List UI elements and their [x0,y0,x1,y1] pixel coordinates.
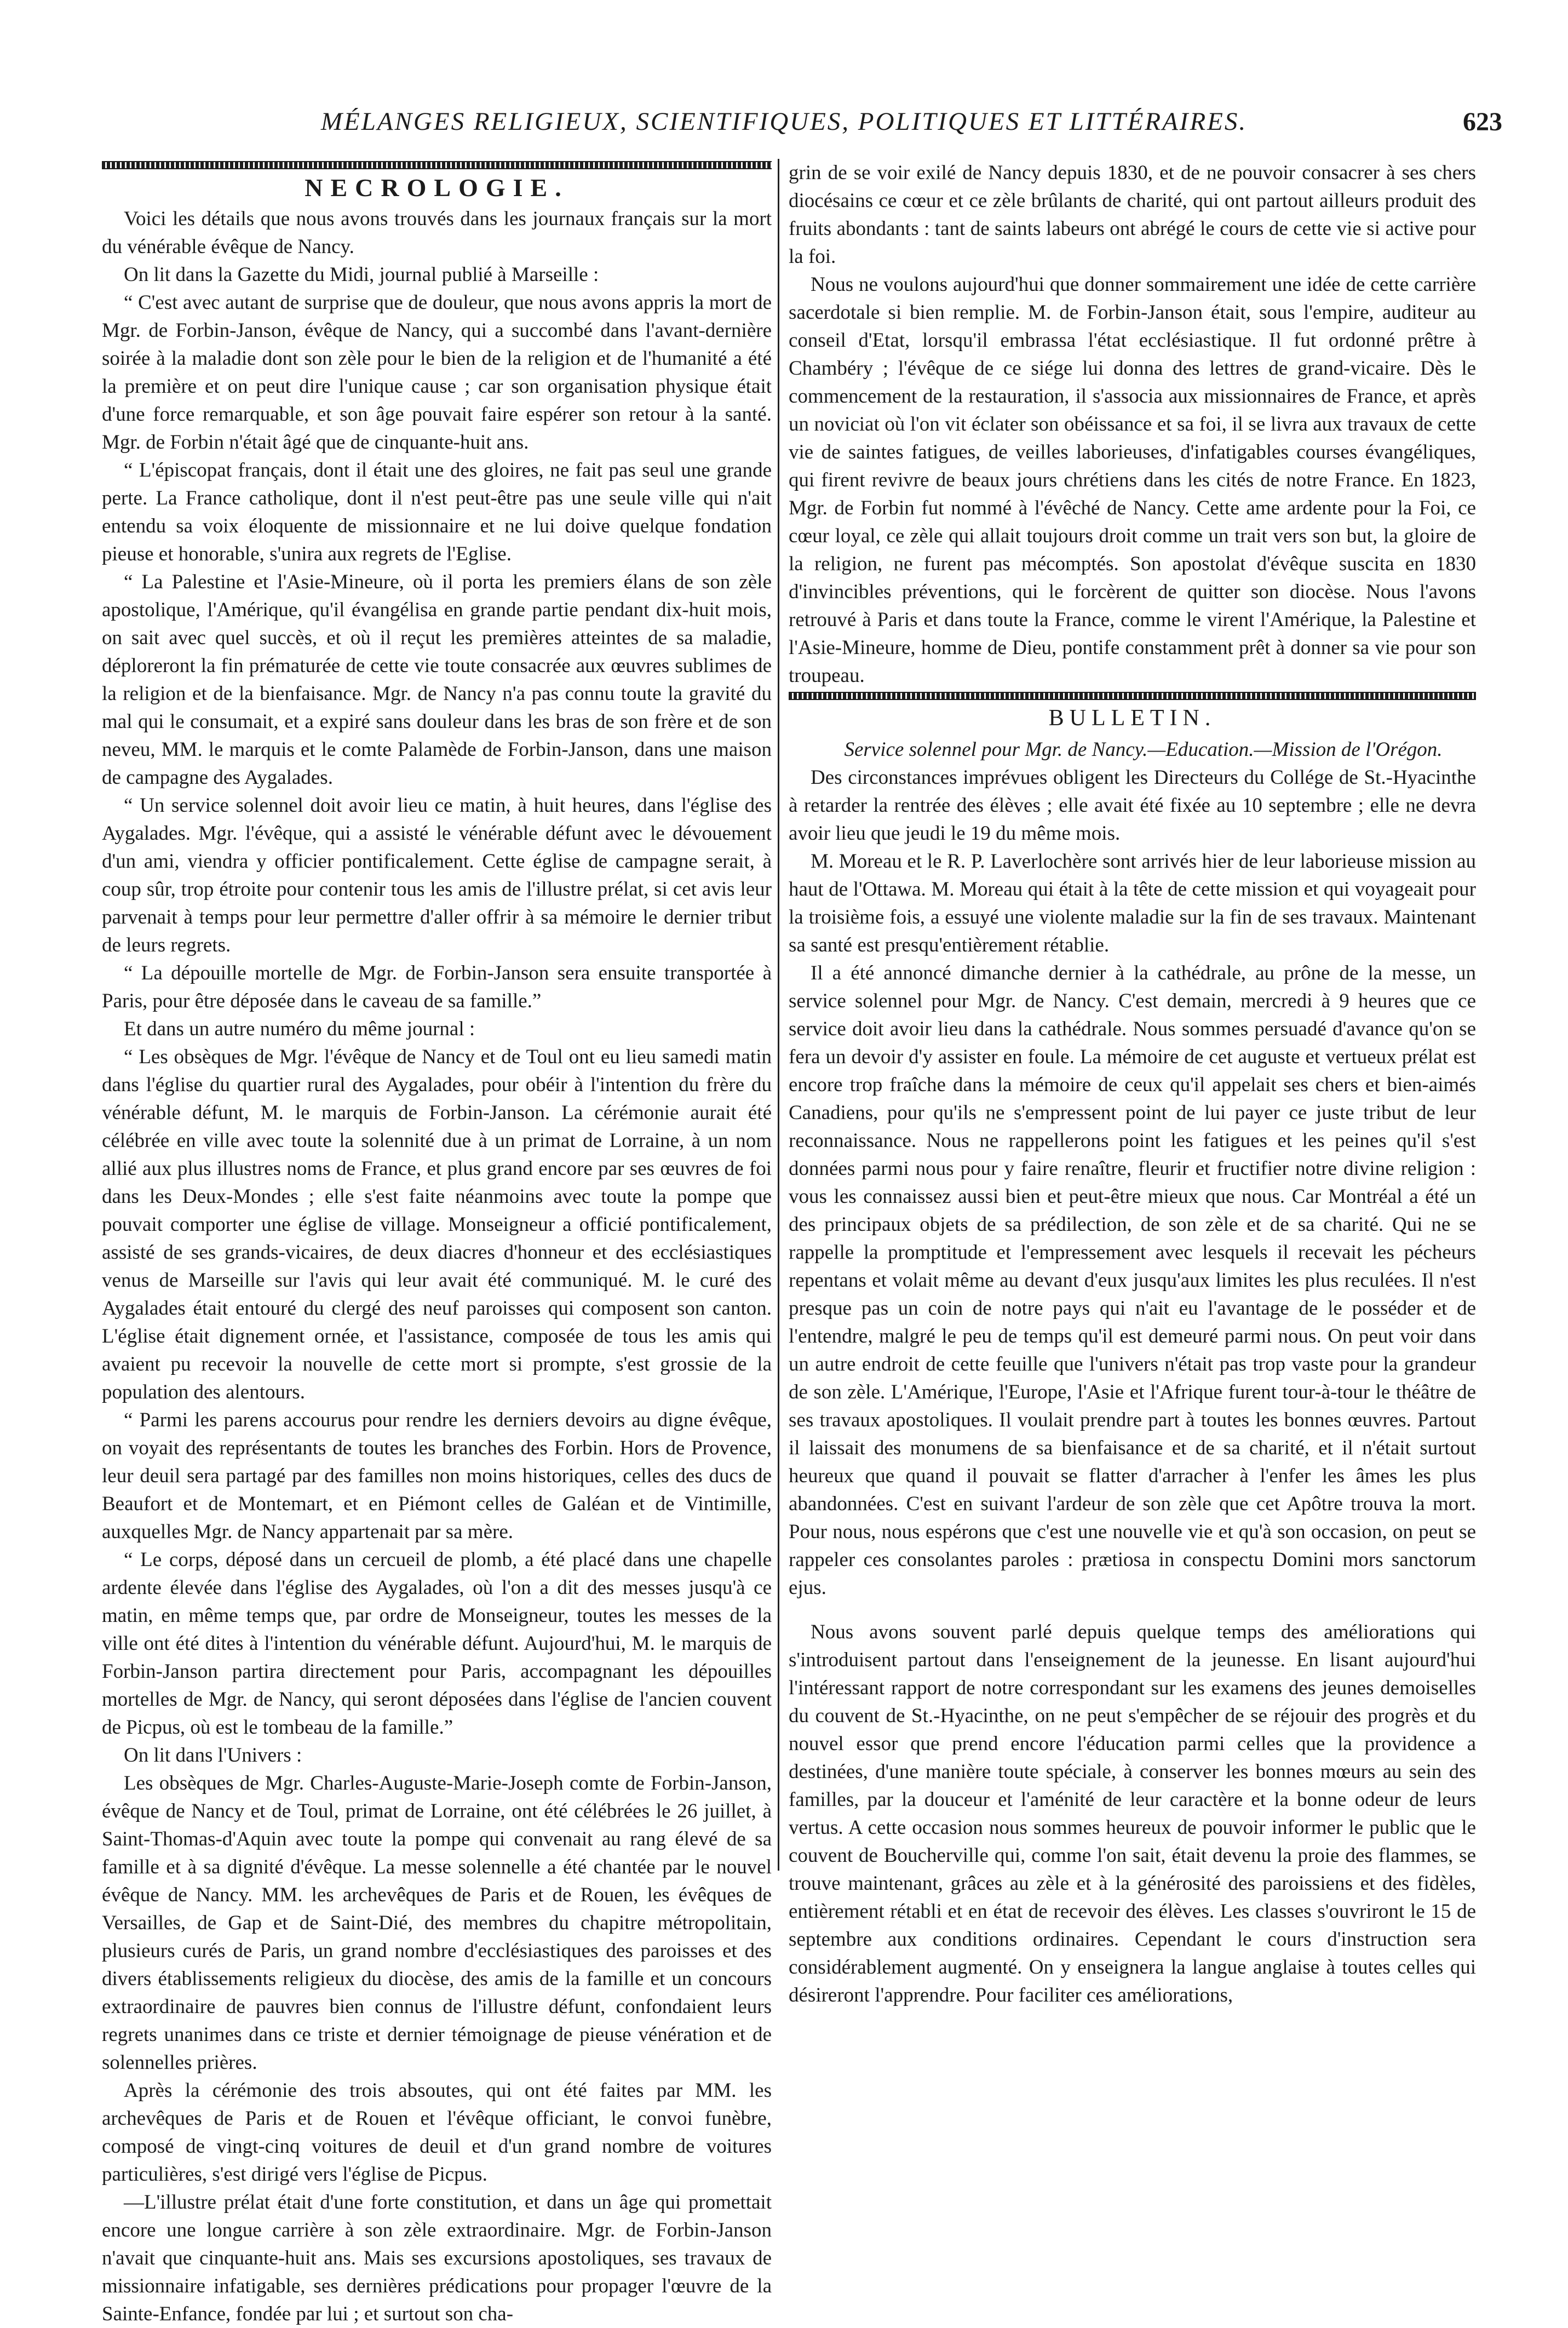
necrologie-paragraph: Voici les détails que nous avons trouvés dans les journaux français sur la mort du vénérable évêque de Nancy. [102,208,772,258]
page-number: 623 [1463,107,1502,136]
bulletin-title: BULLETIN. [1048,706,1216,731]
necrologie-paragraph: “ Les obsèques de Mgr. l'évêque de Nancy et de Toul ont eu lieu samedi matin dans l'église du quartier rural des Aygalades, pour obéir à l'intention du frère du vénérable défunt, M. le marquis de Forbin-Janson. La cérémonie aurait été célébrée en ville avec toute la solennité due à un primat de Lorraine, à un nom allié aux plus illustres noms de France, et plus grand encore par ses œuvres de foi dans les Deux-Mondes ; elle s'est faite néanmoins avec toute la pompe que pouvait comporter une église de village. Monseigneur a officié pontificalement, assisté de ses grands-vicaires, de deux diacres d'honneur et des ecclésiastiques venus de Marseille sur l'avis qui leur avait été communiqué. M. le curé des Aygalades était entouré du clergé des neuf paroisses qui composent son canton. L'église était dignement ornée, et l'assistance, composée de tous les amis qui avaient pu recevoir la nouvelle de cette mort si prompte, s'est grossie de la population des alentours. [102,1046,772,1403]
bulletin-paragraph: M. Moreau et le R. P. Laverlochère sont arrivés hier de leur laborieuse mission au haut de l'Ottawa. M. Moreau qui était à la tête de cette mission et qui voyageait pour la troisième fois, a essuyé une violente maladie sur la fin de ses travaux. Maintenant sa santé est presqu'entièrement rétablie. [789,850,1476,956]
running-title: MÉLANGES RELIGIEUX, SCIENTIFIQUES, POLITIQUES ET LITTÉRAIRES. [320,107,1248,136]
bulletin-subtitle: Service solennel pour Mgr. de Nancy.—Education.—Mission de l'Orégon. [844,738,1443,761]
necrologie-paragraph: Les obsèques de Mgr. Charles-Auguste-Marie-Joseph comte de Forbin-Janson, évêque de Nancy et de Toul, primat de Lorraine, ont été célébrées le 26 juillet, à Saint-Thomas-d'Aquin avec toute la pompe qui convenait au rang élevé de sa famille et à sa dignité d'évêque. La messe solennelle a été chantée par le nouvel évêque de Nancy. MM. les archevêques de Paris et de Rouen, les évêques de Versailles, de Gap et de Saint-Dié, des membres du chapitre métropolitain, plusieurs curés de Paris, un grand nombre d'ecclésiastiques des paroisses et des divers établissements religieux du diocèse, des amis de la famille et un concours extraordinaire de pauvres bien connus de l'illustre défunt, confondaient leurs regrets unanimes dans ce triste et dernier témoignage de pieuse vénération et de solennelles prières. [102,1772,772,2074]
column-divider [778,159,779,1871]
necrologie-paragraph: On lit dans la Gazette du Midi, journal publié à Marseille : [124,263,599,286]
left-column [102,159,772,2325]
necrologie-paragraph: “ Un service solennel doit avoir lieu ce matin, à huit heures, dans l'église des Aygalades. Mgr. l'évêque, qui a assisté le vénérable défunt avec le dévouement d'un ami, viendra y officier pontificalement. Cette église de campagne serait, à coup sûr, trop étroite pour contenir tous les amis de l'illustre prélat, si cet avis leur parvenait à temps pour leur permettre d'aller offrir à sa mémoire le dernier tribut de leurs regrets. [102,794,772,956]
necrologie-paragraph: “ La dépouille mortelle de Mgr. de Forbin-Janson sera ensuite transportée à Paris, pour être déposée dans le caveau de sa famille.” [102,962,772,1012]
continuation-paragraph: grin de se voir exilé de Nancy depuis 1830, et de ne pouvoir consacrer à ses chers diocésains ce cœur et ce zèle brûlants de charité, qui ont partout ailleurs produit des fruits abondants : tant de saints labeurs ont abrégé le cours de cette vie si active pour la foi. [789,162,1476,268]
necrologie-paragraph: “ Parmi les parens accourus pour rendre les derniers devoirs au digne évêque, on voyait des représentants de toutes les branches des Forbin. Hors de Provence, leur deuil sera partagé par des familles non moins historiques, celles des ducs de Beaufort et de Montemart, et en Piémont celles de Galéan et de Vintimille, auxquelles Mgr. de Nancy appartenait par sa mère. [102,1409,772,1543]
necrologie-paragraph: “ La Palestine et l'Asie-Mineure, où il porta les premiers élans de son zèle apostolique, l'Amérique, qu'il évangélisa en grande partie pendant dix-huit mois, on sait avec quel succès, et où il reçut les premières atteintes de sa maladie, déploreront la fin prématurée de cette vie toute consacrée aux œuvres sublimes de la religion et de la bienfaisance. Mgr. de Nancy n'a pas connu toute la gravité du mal qui le consumait, et a expiré sans douleur dans les bras de son frère et de son neveu, MM. le marquis et le comte Palamède de Forbin-Janson, dans une maison de campagne des Aygalades. [102,571,772,789]
necrologie-title: NECROLOGIE. [305,174,569,202]
career-paragraph: Nous ne voulons aujourd'hui que donner sommairement une idée de cette carrière sacerdotale si bien remplie. M. de Forbin-Janson était, sous l'empire, auditeur au conseil d'Etat, lorsqu'il embrassa l'état ecclésiastique. Il fut ordonné prêtre à Chambéry ; l'évêque de ce siége lui donna des lettres de grand-vicaire. Dès le commencement de la restauration, il s'associa aux missionnaires de France, et après un noviciat où l'on vit éclater son obéissance et sa foi, il se livra aux travaux de cette vie de saintes fatigues, de veilles laborieuses, d'infatigables courses évangéliques, qui firent revivre de beaux jours chrétiens dans les cités de notre France. En 1823, Mgr. de Forbin fut nommé à l'évêché de Nancy. Cette ame ardente pour la Foi, ce cœur loyal, ce zèle qui allait toujours droit comme un trait vers son but, la gloire de la religion, ne furent pas mécomptés. Son apostolat d'évêque suscita en 1830 d'invincibles préventions, qui le forcèrent de quitter son diocèse. Nous l'avons retrouvé à Paris et dans toute la France, comme le virent l'Amérique, la Palestine et l'Asie-Mineure, homme de Dieu, pontife constamment prêt à donner sa vie pour son troupeau. [789,273,1476,687]
necrologie-paragraph: Et dans un autre numéro du même journal : [124,1018,475,1040]
right-column [789,159,1476,2006]
necrologie-paragraph: On lit dans l'Univers : [124,1744,302,1767]
necrologie-paragraph: —L'illustre prélat était d'une forte constitution, et dans un âge qui promettait encore une longue carrière à son zèle extraordinaire. Mgr. de Forbin-Janson n'avait que cinquante-huit ans. Mais ses excursions apostoliques, ses travaux de missionnaire infatigable, ses dernières prédications pour propager l'œuvre de la Sainte-Enfance, fondée par lui ; et surtout son cha- [102,2191,772,2325]
necrologie-paragraph: “ C'est avec autant de surprise que de douleur, que nous avons appris la mort de Mgr. de Forbin-Janson, évêque de Nancy, qui a succombé dans l'avant-dernière soirée à la maladie dont son zèle pour le bien de la religion et de l'humanité a été la première et on peut dire l'unique cause ; car son organisation physique était d'une force remarquable, et son âge pouvait faire espérer son retour à la santé. Mgr. de Forbin n'était âgé que de cinquante-huit ans. [102,291,772,454]
page-header [0,107,1568,156]
necrologie-paragraph: “ L'épiscopat français, dont il était une des gloires, ne fait pas seul une grande perte. La France catholique, dont il n'est peut-être pas une seule ville qui n'ait entendu sa voix éloquente de missionnaire et ne lui doive quelque fondation pieuse et honorable, s'unira aux regrets de l'Eglise. [102,459,772,565]
bulletin-paragraph: Nous avons souvent parlé depuis quelque temps des améliorations qui s'introduisent partout dans l'enseignement de la jeunesse. En lisant aujourd'hui l'intéressant rapport de notre correspondant sur les examens des jeunes demoiselles du couvent de St.-Hyacinthe, on ne peut s'empêcher de se réjouir des progrès et du nouvel essor que prend encore l'éducation parmi celles que la providence a destinées, d'une manière toute spéciale, à conserver les bonnes mœurs au sein des familles, par la douceur et l'aménité de leur caractère et la bonne odeur de leurs vertus. A cette occasion nous sommes heureux de pouvoir informer le public que le couvent de Boucherville qui, comme l'on sait, était devenu la proie des flammes, se trouve maintenant, grâces au zèle et à la générosité des paroissiens et des fidèles, entièrement rétabli et en état de recevoir des élèves. Les classes s'ouvriront le 15 de septembre aux conditions ordinaires. Cependant le cours d'instruction sera considérablement augmenté. On y enseignera la langue anglaise à toutes celles qui désireront l'apprendre. Pour faciliter ces améliorations, [789,1621,1476,2006]
bulletin-paragraph: Il a été annoncé dimanche dernier à la cathédrale, au prône de la messe, un service solennel pour Mgr. de Nancy. C'est demain, mercredi à 9 heures que ce service doit avoir lieu dans la cathédrale. Nous sommes persuadé d'avance qu'on se fera un devoir d'y assister en foule. La mémoire de cet auguste et vertueux prélat est encore trop fraîche dans la mémoire de ceux qu'il appelait ses chers et bien-aimés Canadiens, pour qu'ils ne s'empressent point de lui payer ce juste tribut de leur reconnaissance. Nous ne rappellerons point les fatigues et les peines qu'il s'est données parmi nous pour y faire renaître, fleurir et fructifier notre divine religion : vous les connaissez aussi bien et peut-être mieux que nous. Car Montréal a été un des principaux objets de sa prédilection, de son zèle et de sa charité. Qui ne se rappelle la promptitude et l'empressement avec lesquels il recevait les pécheurs repentans et volait même au devant d'eux jusqu'aux limites les plus reculées. Il n'est presque pas un coin de notre pays qui n'ait eu l'avantage de le posséder et de l'entendre, malgré le peu de temps qu'il est demeuré parmi nous. On peut voir dans un autre endroit de cette feuille que l'univers n'était pas trop vaste pour la grandeur de son zèle. L'Amérique, l'Europe, l'Asie et l'Afrique furent tour-à-tour le théâtre de ses travaux apostoliques. Il voulait prendre part à toutes les bonnes œuvres. Partout il laissait des monumens de sa bienfaisance et de sa charité, et il n'était surtout heureux que quand il pouvait se flatter d'arracher à l'enfer les âmes les plus abandonnées. C'est en suivant l'ardeur de son zèle que cet Apôtre trouva la mort. Pour nous, nous espérons que c'est une nouvelle vie et qu'à son occasion, on peut se rappeler ces consolantes paroles : prætiosa in conspectu Domini mors sanctorum ejus. [789,962,1476,1599]
ornamental-rule [102,161,772,169]
paragraph-gap [789,1602,1476,1618]
necrologie-paragraph: Après la cérémonie des trois absoutes, qui ont été faites par MM. les archevêques de Paris et de Rouen et l'évêque officiant, le convoi funèbre, composé de vingt-cinq voitures de deuil et d'un grand nombre de voitures particulières, s'est dirigé vers l'église de Picpus. [102,2079,772,2186]
ornamental-rule [789,692,1476,700]
bulletin-paragraph: Des circonstances imprévues obligent les Directeurs du Collége de St.-Hyacinthe à retarder la rentrée des élèves ; elle avait été fixée au 10 septembre ; elle ne devra avoir lieu que jeudi le 19 du même mois. [789,766,1476,845]
necrologie-paragraph: “ Le corps, déposé dans un cercueil de plomb, a été placé dans une chapelle ardente élevée dans l'église des Aygalades, où l'on a dit des messes jusqu'à ce matin, en même temps que, par ordre de Monseigneur, toutes les messes de la ville ont été dites à l'intention du vénérable défunt. Aujourd'hui, M. le marquis de Forbin-Janson partira directement pour Paris, accompagnant les dépouilles mortelles de Mgr. de Nancy, qui seront déposées dans l'église de l'ancien couvent de Picpus, où est le tombeau de la famille.” [102,1549,772,1739]
